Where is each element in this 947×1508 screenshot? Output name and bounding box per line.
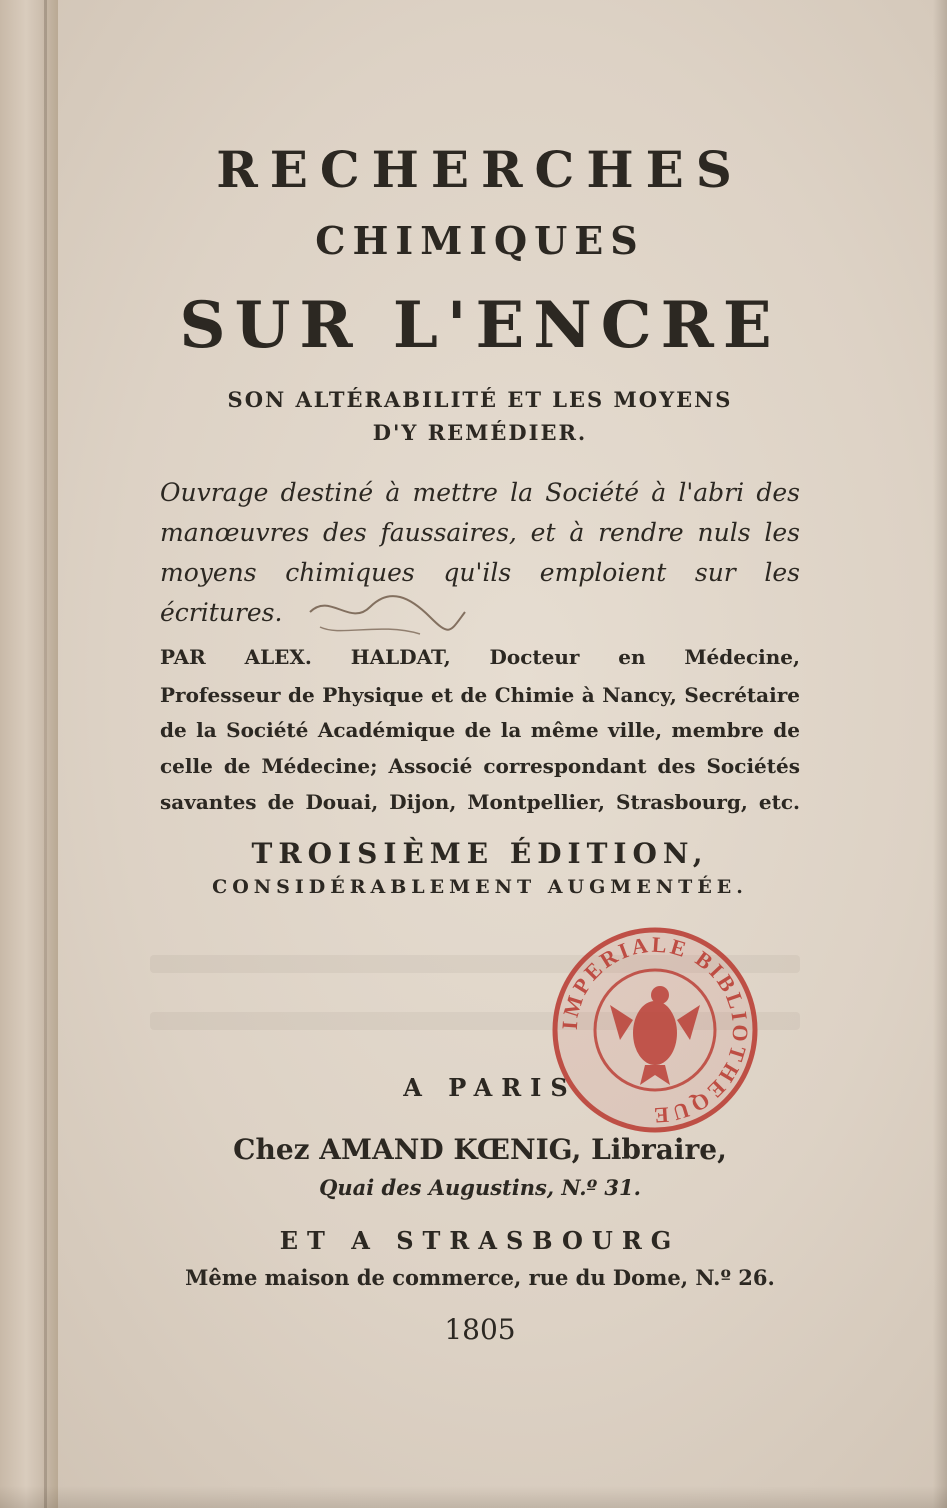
page-edge-shadow [933, 0, 947, 1508]
description-line-2: manœuvres des faussaires, et à rendre nuls les [160, 518, 800, 547]
description-line-4: écritures. [160, 598, 283, 627]
author-line-3: de la Société Académique de la même ville, membre de [160, 718, 800, 742]
description-line-3: moyens chimiques qu'ils emploient sur les [160, 558, 800, 587]
imprint-second-city: ET A STRASBOURG [279, 1226, 681, 1255]
imprint-second-address: Même maison de commerce, rue du Dome, N.º 26. [185, 1265, 775, 1290]
page-bottom-shadow [0, 1486, 947, 1508]
author-line-4: celle de Médecine; Associé correspondant des Sociétés [160, 754, 800, 778]
stamp-text: IMPERIALE BIBLIOTHEQUE [556, 931, 754, 1129]
subtitle-line-1: SON ALTÉRABILITÉ ET LES MOYENS [227, 387, 733, 412]
edition-line-2: CONSIDÉRABLEMENT AUGMENTÉE. [212, 876, 748, 898]
library-stamp [550, 925, 760, 1135]
title-line-1: RECHERCHES [216, 140, 744, 199]
description-line-1: Ouvrage destiné à mettre la Société à l'abri des [160, 478, 800, 507]
author-line-2: Professeur de Physique et de Chimie à Nancy, Secrétaire [160, 683, 800, 707]
author-line-1: PAR ALEX. HALDAT, Docteur en Médecine, [160, 645, 800, 669]
title-line-2: CHIMIQUES [315, 218, 645, 263]
author-line-5: savantes de Douai, Dijon, Montpellier, Strasbourg, etc. [160, 790, 800, 814]
imprint-publisher: Chez AMAND KŒNIG, Libraire, [233, 1133, 727, 1166]
title-line-3: SUR L'ENCRE [179, 288, 781, 363]
binding-gutter [0, 0, 58, 1508]
publication-year: 1805 [444, 1313, 516, 1346]
gutter-fold-line [44, 0, 47, 1508]
imprint-city: A PARIS [403, 1073, 577, 1102]
edition-line-1: TROISIÈME ÉDITION, [251, 837, 709, 870]
handwritten-annotation [300, 582, 470, 642]
imprint-address: Quai des Augustins, N.º 31. [319, 1175, 641, 1200]
subtitle-line-2: D'Y REMÉDIER. [372, 420, 588, 445]
